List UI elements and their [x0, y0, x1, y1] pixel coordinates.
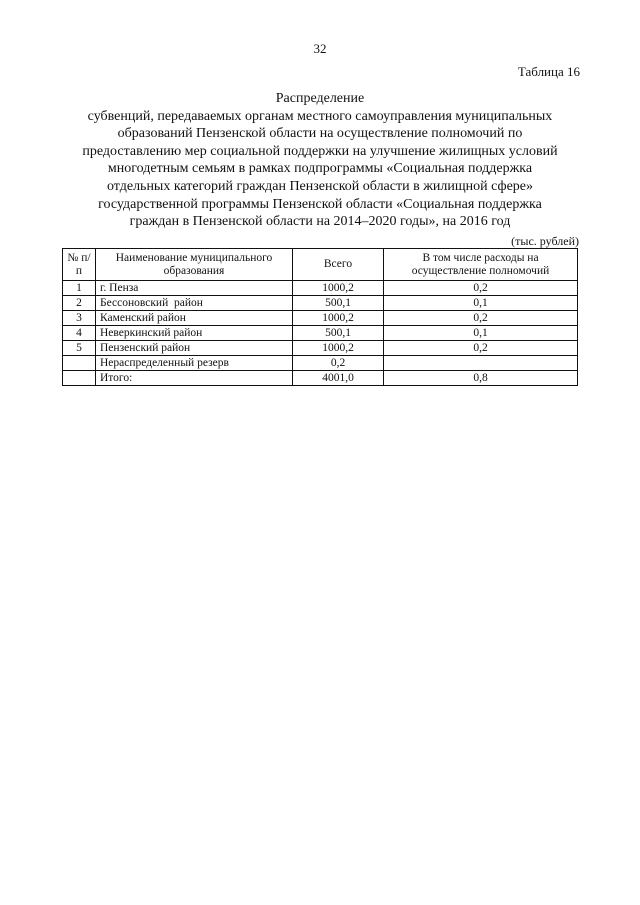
row-num [63, 371, 96, 386]
page-number: 32 [313, 41, 327, 56]
row-num: 1 [63, 281, 96, 296]
row-num: 2 [63, 296, 96, 311]
header-expenses: В том числе расходы на осуществление полномочий [384, 249, 578, 281]
header-name: Наименование муниципального образования [96, 249, 293, 281]
row-total: 500,1 [293, 326, 384, 341]
row-total: 4001,0 [293, 371, 384, 386]
units-label: (тыс. рублей) [511, 234, 579, 248]
row-num: 3 [63, 311, 96, 326]
document-title [80, 90, 560, 231]
table-row [63, 281, 578, 296]
table-row-reserve [63, 356, 578, 371]
table-caption: Таблица 16 [517, 64, 580, 79]
title-body: субвенций, передаваемых органам местного самоуправления муниципальных образований Пензенской области на осуществление полномочий по предоставлению мер социальной поддержки на улучшение жилищных условий многодетным семьям в рамках подпрограммы «Социальная поддержка отдельных категорий граждан Пензенской области в жилищной сфере» государственной программы Пензенской области «Социальная поддержка граждан в Пензенской области на 2014–2020 годы», на 2016 год [82, 108, 558, 230]
title-heading: Распределение [275, 91, 365, 106]
row-total: 1000,2 [293, 281, 384, 296]
row-name: Каменский район [96, 311, 293, 326]
row-name: Бессоновский район [96, 296, 293, 311]
table-row [63, 341, 578, 356]
row-expenses: 0,2 [384, 341, 578, 356]
row-name: Нераспределенный резерв [96, 356, 293, 371]
row-name: Неверкинский район [96, 326, 293, 341]
row-expenses: 0,2 [384, 311, 578, 326]
row-num: 4 [63, 326, 96, 341]
row-total: 0,2 [293, 356, 384, 371]
row-total: 500,1 [293, 296, 384, 311]
table-header [63, 249, 578, 281]
row-total: 1000,2 [293, 311, 384, 326]
row-name: Итого: [96, 371, 293, 386]
row-name: Пензенский район [96, 341, 293, 356]
header-num: № п/п [63, 249, 96, 281]
table-row [63, 326, 578, 341]
table-row [63, 311, 578, 326]
row-expenses: 0,2 [384, 281, 578, 296]
row-total: 1000,2 [293, 341, 384, 356]
row-num [63, 356, 96, 371]
row-expenses: 0,1 [384, 296, 578, 311]
row-expenses [384, 356, 578, 371]
table-body [63, 281, 578, 386]
header-row [63, 249, 578, 281]
header-total: Всего [293, 249, 384, 281]
row-expenses: 0,8 [384, 371, 578, 386]
table-row-total [63, 371, 578, 386]
row-expenses: 0,1 [384, 326, 578, 341]
row-name: г. Пенза [96, 281, 293, 296]
subvention-table [62, 248, 578, 386]
table-row [63, 296, 578, 311]
row-num: 5 [63, 341, 96, 356]
